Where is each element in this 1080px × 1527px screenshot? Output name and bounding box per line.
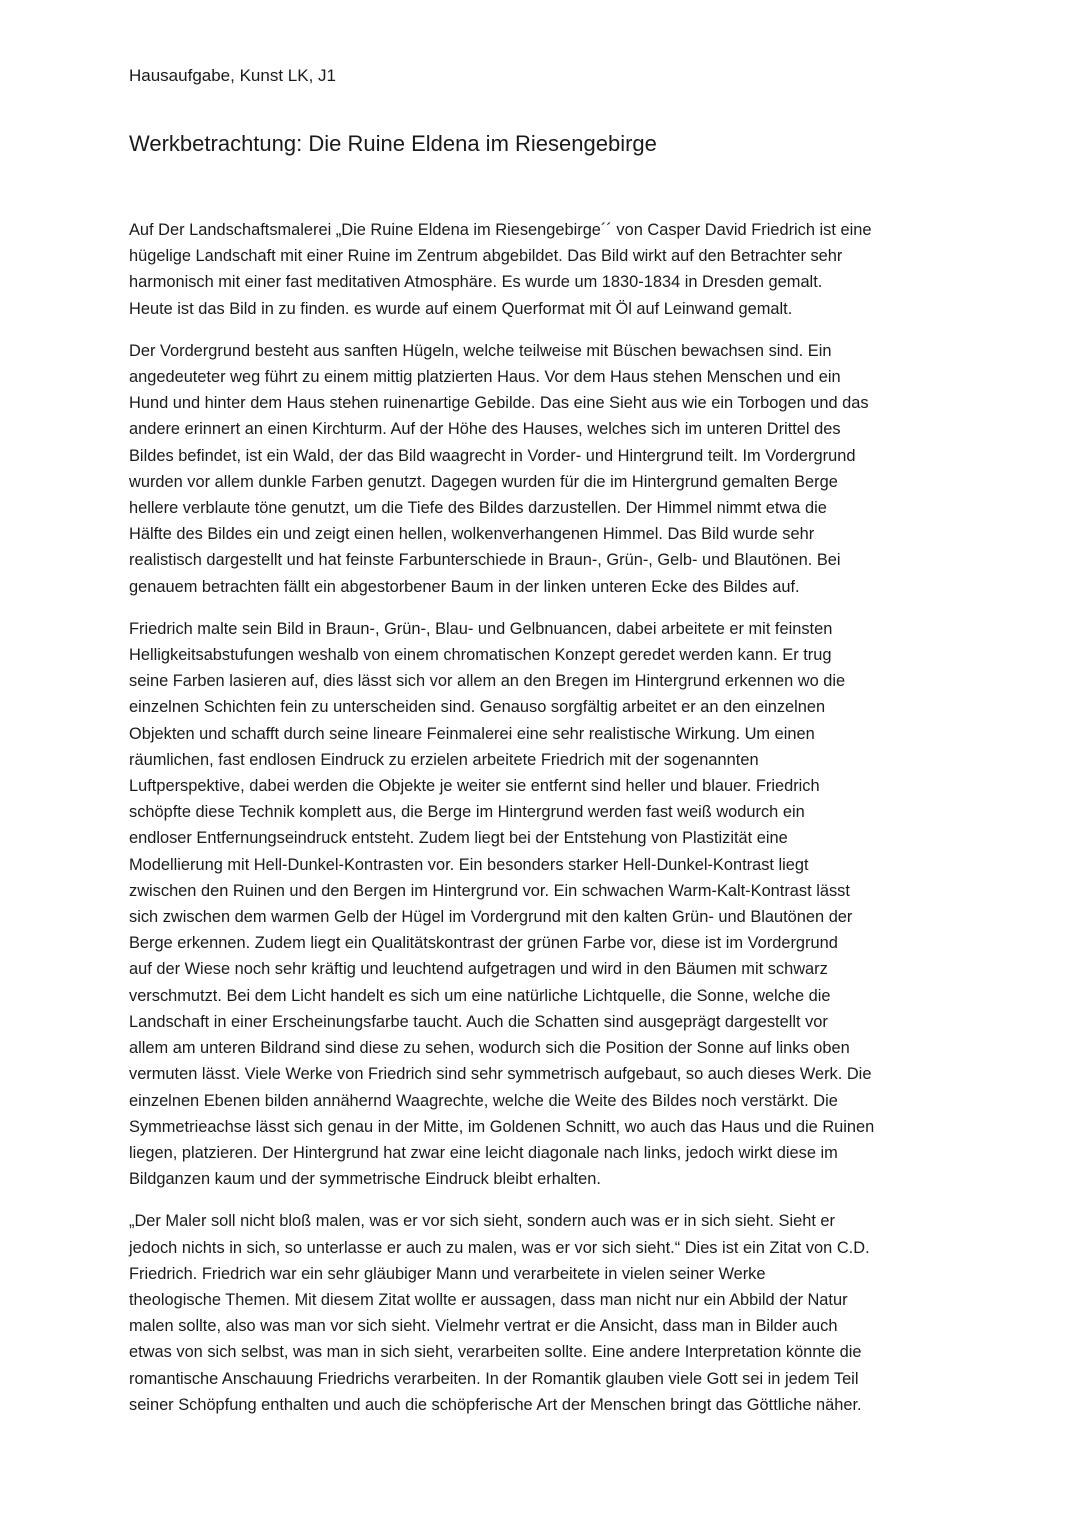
paragraph-line: malen sollte, also was man vor sich sieht. Vielmehr vertrat er die Ansicht, dass man in Bilder auch	[129, 1317, 838, 1336]
paragraph-line: theologische Themen. Mit diesem Zitat wollte er aussagen, dass man nicht nur ein Abbild der Natur	[129, 1290, 848, 1309]
paragraph-line: andere erinnert an einen Kirchturm. Auf der Höhe des Hauses, welches sich im unteren Drittel des	[129, 420, 841, 439]
paragraph-line: Modellierung mit Hell-Dunkel-Kontrasten vor. Ein besonders starker Hell-Dunkel-Kontrast liegt	[129, 855, 809, 874]
paragraph-line: seine Farben lasieren auf, dies lässt sich vor allem an den Bregen im Hintergrund erkennen wo die	[129, 672, 846, 691]
paragraph-line: Der Vordergrund besteht aus sanften Hügeln, welche teilweise mit Büschen bewachsen sind. Ein	[129, 341, 832, 360]
paragraph-line: Symmetrieachse lässt sich genau in der Mitte, im Goldenen Schnitt, wo auch das Haus und die Ruinen	[129, 1117, 875, 1136]
paragraph-line: hügelige Landschaft mit einer Ruine im Zentrum abgebildet. Das Bild wirkt auf den Betrachter sehr	[129, 247, 843, 266]
paragraph-line: genauem betrachten fällt ein abgestorbener Baum in der linken unteren Ecke des Bildes auf.	[129, 577, 800, 596]
paragraph-line: seiner Schöpfung enthalten und auch die schöpferische Art der Menschen bringt das Göttliche näher.	[129, 1395, 862, 1414]
document-header: Hausaufgabe, Kunst LK, J1	[129, 66, 336, 85]
paragraph-line: Helligkeitsabstufungen weshalb von einem chromatischen Konzept geredet werden kann. Er trug	[129, 646, 832, 665]
paragraph-line: hellere verblaute töne genutzt, um die Tiefe des Bildes darzustellen. Der Himmel nimmt etwa die	[129, 499, 827, 518]
paragraph-line: etwas von sich selbst, was man in sich sieht, verarbeiten sollte. Eine andere Interpretation könnte die	[129, 1343, 862, 1362]
paragraph-line: räumlichen, fast endlosen Eindruck zu erzielen arbeitete Friedrich mit der sogenannten	[129, 750, 759, 769]
document-body	[129, 217, 969, 1434]
paragraph-line: jedoch nichts in sich, so unterlasse er auch zu malen, was er vor sich sieht.“ Dies ist ein Zitat von C.D.	[129, 1238, 870, 1257]
paragraph-line: verschmutzt. Bei dem Licht handelt es sich um eine natürliche Lichtquelle, die Sonne, welche die	[129, 986, 831, 1005]
paragraph-2	[129, 338, 969, 600]
paragraph-line: allem am unteren Bildrand sind diese zu sehen, wodurch sich die Position der Sonne auf links oben	[129, 1039, 850, 1058]
paragraph-line: harmonisch mit einer fast meditativen Atmosphäre. Es wurde um 1830-1834 in Dresden gemalt.	[129, 273, 823, 292]
paragraph-line: auf der Wiese noch sehr kräftig und leuchtend aufgetragen und wird in den Bäumen mit schwarz	[129, 960, 828, 979]
paragraph-line: Friedrich malte sein Bild in Braun-, Grün-, Blau- und Gelbnuancen, dabei arbeitete er mit feinsten	[129, 619, 833, 638]
paragraph-line: Berge erkennen. Zudem liegt ein Qualitätskontrast der grünen Farbe vor, diese ist im Vordergrund	[129, 934, 838, 953]
paragraph-line: Hund und hinter dem Haus stehen ruinenartige Gebilde. Das eine Sieht aus wie ein Torbogen und das	[129, 394, 869, 413]
paragraph-1	[129, 217, 969, 322]
paragraph-line: Hälfte des Bildes ein und zeigt einen hellen, wolkenverhangenen Himmel. Das Bild wurde sehr	[129, 525, 815, 544]
document-title: Werkbetrachtung: Die Ruine Eldena im Riesengebirge	[129, 131, 657, 156]
paragraph-line: einzelnen Schichten fein zu unterscheiden sind. Genauso sorgfältig arbeitet er an den einzelnen	[129, 698, 826, 717]
paragraph-line: liegen, platzieren. Der Hintergrund hat zwar eine leicht diagonale nach links, jedoch wirkt diese im	[129, 1143, 838, 1162]
paragraph-line: Bildes befindet, ist ein Wald, der das Bild waagrecht in Vorder- und Hintergrund teilt. Im Vordergrund	[129, 446, 856, 465]
paragraph-line: romantische Anschauung Friedrichs verarbeiten. In der Romantik glauben viele Gott sei in jedem Teil	[129, 1369, 859, 1388]
paragraph-line: Friedrich. Friedrich war ein sehr gläubiger Mann und verarbeitete in vielen seiner Werke	[129, 1264, 766, 1283]
paragraph-line: Luftperspektive, dabei werden die Objekte je weiter sie entfernt sind heller und blauer. Friedrich	[129, 777, 820, 796]
paragraph-line: Auf Der Landschaftsmalerei „Die Ruine Eldena im Riesengebirge´´ von Casper David Friedrich ist eine	[129, 221, 872, 239]
paragraph-line: Objekten und schafft durch seine lineare Feinmalerei eine sehr realistische Wirkung. Um einen	[129, 724, 815, 743]
paragraph-line: Landschaft in einer Erscheinungsfarbe taucht. Auch die Schatten sind ausgeprägt dargestellt vor	[129, 1012, 828, 1031]
paragraph-line: sich zwischen dem warmen Gelb der Hügel im Vordergrund mit den kalten Grün- und Blautönen der	[129, 908, 853, 927]
paragraph-line: schöpfte diese Technik komplett aus, die Berge im Hintergrund werden fast weiß wodurch ein	[129, 803, 805, 822]
paragraph-line: realistisch dargestellt und hat feinste Farbunterschiede in Braun-, Grün-, Gelb- und Blautönen. Bei	[129, 551, 841, 570]
paragraph-4	[129, 1208, 969, 1418]
paragraph-line: zwischen den Ruinen und den Bergen im Hintergrund vor. Ein schwachen Warm-Kalt-Kontrast lässt	[129, 881, 850, 900]
paragraph-line: endloser Entfernungseindruck entsteht. Zudem liegt bei der Entstehung von Plastizität eine	[129, 829, 788, 848]
paragraph-line: wurden vor allem dunkle Farben genutzt. Dagegen wurden für die im Hintergrund gemalten Berge	[129, 472, 838, 491]
paragraph-line: angedeuteter weg führt zu einem mittig platzierten Haus. Vor dem Haus stehen Menschen und ein	[129, 368, 841, 387]
paragraph-line: Heute ist das Bild in zu finden. es wurde auf einem Querformat mit Öl auf Leinwand gemalt.	[129, 299, 793, 318]
paragraph-line: „Der Maler soll nicht bloß malen, was er vor sich sieht, sondern auch was er in sich sieht. Sieht er	[129, 1212, 835, 1231]
paragraph-line: vermuten lässt. Viele Werke von Friedrich sind sehr symmetrisch aufgebaut, so auch dieses Werk. Die	[129, 1065, 872, 1084]
paragraph-line: einzelnen Ebenen bilden annähernd Waagrechte, welche die Weite des Bildes noch verstärkt. Die	[129, 1091, 838, 1110]
paragraph-3	[129, 616, 969, 1192]
paragraph-line: Bildganzen kaum und der symmetrische Eindruck bleibt erhalten.	[129, 1170, 601, 1189]
